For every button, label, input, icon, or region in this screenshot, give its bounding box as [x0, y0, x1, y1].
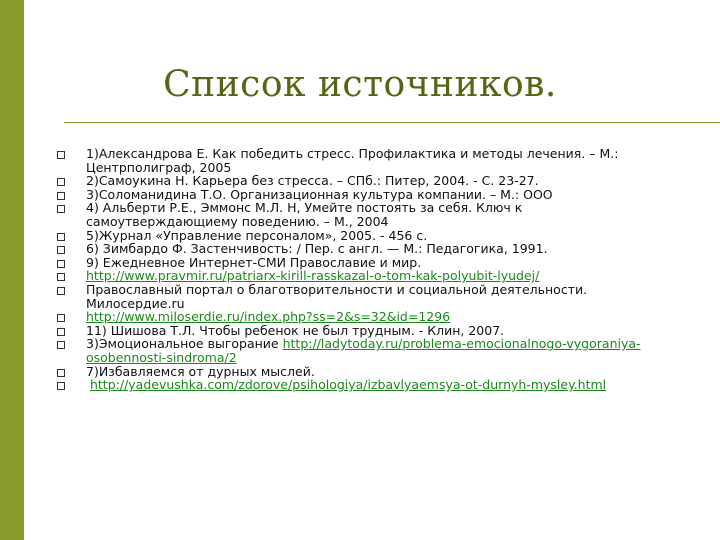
- source-item: [57, 310, 677, 324]
- source-item: [57, 147, 677, 174]
- hollow-square-bullet-icon: [57, 246, 65, 254]
- title-divider: [64, 122, 720, 123]
- hollow-square-bullet-icon: [57, 151, 65, 159]
- source-item: [57, 242, 677, 256]
- source-item: [57, 337, 677, 364]
- source-item: [57, 256, 677, 270]
- source-link[interactable]: http://yadevushka.com/zdorove/psihologiya/izbavlyaemsya-ot-durnyh-mysley.html: [89, 377, 607, 393]
- source-text: 7)Избавляемся от дурных мыслей.: [86, 363, 315, 379]
- source-text: 9) Ежедневное Интернет-СМИ Православие и мир.: [86, 254, 422, 270]
- hollow-square-bullet-icon: [57, 273, 65, 281]
- source-item: [57, 324, 677, 338]
- hollow-square-bullet-icon: [57, 341, 65, 349]
- source-item: [57, 229, 677, 243]
- source-text: 6) Зимбардо Ф. Застенчивость: / Пер. с англ. — М.: Педагогика, 1991.: [86, 241, 548, 257]
- source-link[interactable]: http://www.pravmir.ru/patriarx-kirill-rasskazal-o-tom-kak-polyubit-lyudej/: [86, 268, 540, 284]
- source-text: 4) Альберти Р.Е., Эммонс М.Л. Н, Умейте постоять за себя. Ключ к самоутверждающиему поведению. – М., 2004: [86, 200, 523, 229]
- source-text: 3)Соломанидина Т.О. Организационная культура компании. – М.: ООО: [86, 186, 553, 202]
- source-item: [57, 365, 677, 379]
- source-text: 2)Самоукина Н. Карьера без стресса. – СПб.: Питер, 2004. - С. 23-27.: [86, 173, 539, 189]
- hollow-square-bullet-icon: [57, 205, 65, 213]
- hollow-square-bullet-icon: [57, 233, 65, 241]
- source-text: 11) Шишова Т.Л. Чтобы ребенок не был трудным. - Клин, 2007.: [86, 322, 505, 338]
- source-prefix-text: 3)Эмоциональное выгорание: [86, 336, 283, 352]
- source-text: 5)Журнал «Управление персоналом», 2005. - 456 с.: [86, 227, 428, 243]
- hollow-square-bullet-icon: [57, 314, 65, 322]
- source-item: [57, 283, 677, 310]
- source-item: [57, 188, 677, 202]
- slide-title: Список источников.: [163, 64, 557, 105]
- hollow-square-bullet-icon: [57, 382, 65, 390]
- source-item: [57, 269, 677, 283]
- source-item: [57, 378, 677, 392]
- sources-list: [57, 147, 677, 392]
- source-link[interactable]: http://ladytoday.ru/problema-emocionalnogo-vygoraniya-osobennosti-sindroma/2: [86, 336, 641, 365]
- source-link[interactable]: http://www.miloserdie.ru/index.php?ss=2&s=32&id=1296: [86, 309, 451, 325]
- source-text: Православный портал о благотворительности и социальной деятельности. Милосердие.ru: [86, 281, 588, 311]
- hollow-square-bullet-icon: [57, 260, 65, 268]
- hollow-square-bullet-icon: [57, 369, 65, 377]
- hollow-square-bullet-icon: [57, 328, 65, 336]
- hollow-square-bullet-icon: [57, 192, 65, 200]
- hollow-square-bullet-icon: [57, 287, 65, 295]
- source-text: 1)Александрова Е. Как победить стресс. Профилактика и методы лечения. – М.: Центрполиграф, 2005: [86, 146, 619, 175]
- hollow-square-bullet-icon: [57, 178, 65, 186]
- source-item: [57, 201, 677, 228]
- source-item: [57, 174, 677, 188]
